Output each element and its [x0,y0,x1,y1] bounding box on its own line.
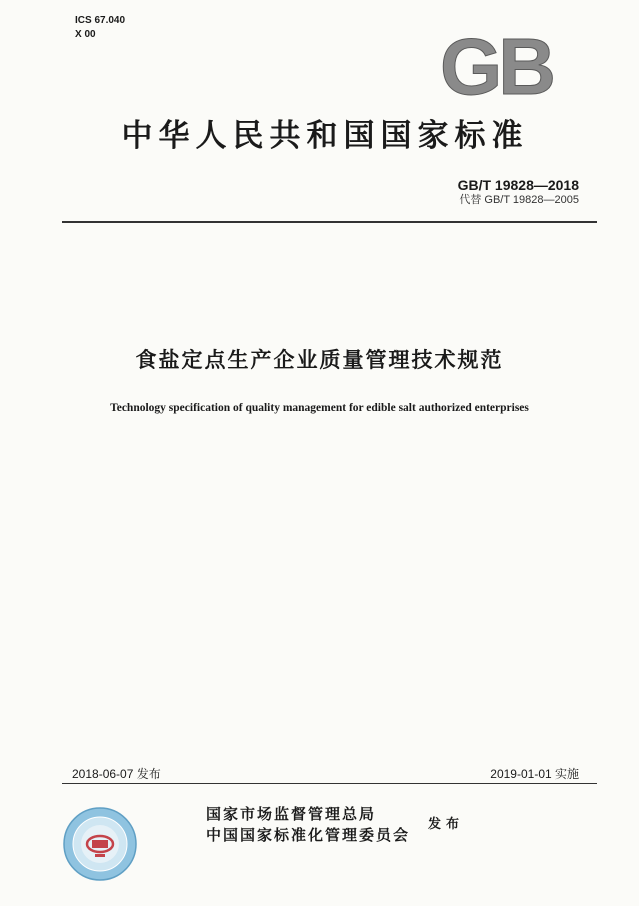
standard-code-block [458,176,579,207]
implementation-date: 2019-01-01 实施 [490,767,579,781]
standard-number: GB/T 19828—2018 [457,177,579,193]
classification-codes [75,14,125,42]
ccs-code: X 00 [75,29,96,40]
ics-code: ICS 67.040 [75,15,126,26]
gb-logo-text: GB [440,30,552,102]
document-title-chinese: 食盐定点生产企业质量管理技术规范 [135,348,504,372]
standard-type-title: 中华人民共和国国家标准 [121,118,529,154]
issue-date: 2018-06-07 发布 [72,767,161,781]
gb-logo [428,30,564,102]
document-title-english: Technology specification of quality management for edible salt authorized enterprises [110,402,529,414]
issue-label: 发布 [428,817,465,832]
issuer-sac: 中国国家标准化管理委员会 [206,826,411,844]
issuing-authorities [206,804,410,846]
footer-divider [62,783,597,784]
issuer-samr: 国家市场监督管理总局 [206,805,377,823]
replaced-standard: 代替 GB/T 19828—2005 [459,194,579,206]
seal-icon [62,806,138,882]
header-divider [62,221,597,223]
